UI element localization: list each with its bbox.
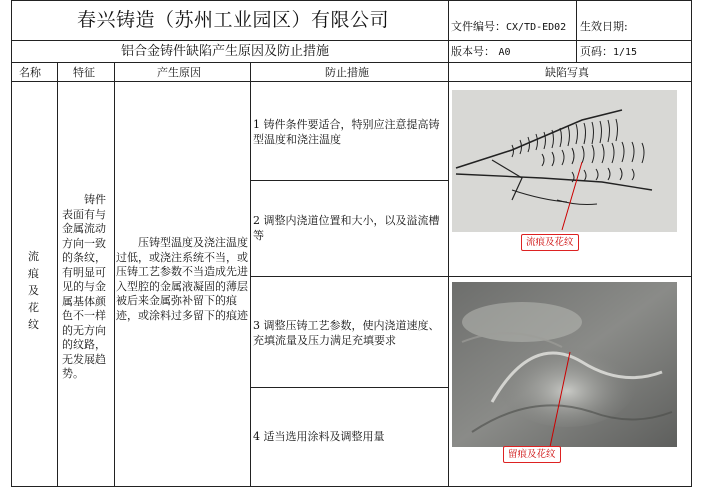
doc-number — [451, 19, 566, 35]
doc-number-value: CX/TD-ED02 — [506, 22, 567, 33]
defect-cause: 压铸型温度及浇注温度过低，或浇注系统不当，或压铸工艺参数不当造成先进入型腔的金属液凝固的薄层被后来金属弥补留下的痕迹，或涂料过多留下的痕迹 — [116, 236, 248, 322]
column-header-feature: 特征 — [73, 66, 95, 79]
defect-photo-casting — [452, 282, 677, 447]
page-label: 页码： — [580, 45, 613, 58]
grid-line — [448, 82, 449, 487]
column-header-photo: 缺陷写真 — [545, 66, 589, 79]
grid-line — [114, 62, 115, 487]
grid-line — [11, 0, 692, 1]
defect-photo-sketch — [452, 90, 677, 232]
version — [451, 44, 511, 60]
photo-caption-2: 留痕及花纹 — [503, 446, 561, 463]
measure-1: 1 铸件条件要适合，特别应注意提高铸型温度和浇注温度 — [253, 118, 440, 146]
grid-line — [250, 387, 448, 388]
measure-4: 4 适当选用涂料及调整用量 — [253, 430, 385, 443]
grid-line — [11, 0, 12, 487]
grid-line — [250, 180, 448, 181]
defect-feature: 铸件表面有与金属流动方向一致的条纹，有明显可见的与金属基体颜色不一样的无方向的纹路，无发展趋势。 — [62, 193, 106, 380]
measure-3: 3 调整压铸工艺参数，使内浇道速度、充填流量及压力满足充填要求 — [253, 319, 440, 347]
effective-date-label: 生效日期: — [580, 20, 628, 33]
grid-line — [57, 62, 58, 487]
page-number — [580, 44, 637, 60]
grid-line — [576, 0, 577, 62]
grid-line — [11, 40, 692, 41]
grid-line — [448, 0, 449, 82]
column-header-name: 名称 — [19, 66, 41, 79]
company-title: 春兴铸造（苏州工业园区）有限公司 — [77, 9, 390, 31]
casting-surface-photo — [452, 282, 677, 447]
doc-number-label: 文件编号： — [451, 20, 506, 33]
grid-line — [691, 0, 692, 487]
version-value: A0 — [498, 47, 511, 58]
column-header-measures: 防止措施 — [325, 66, 369, 79]
flow-mark-sketch — [452, 90, 677, 232]
grid-line — [250, 276, 692, 277]
page-value: 1/15 — [613, 47, 638, 58]
document-sheet — [11, 0, 692, 487]
version-label: 版本号： — [451, 45, 495, 58]
column-header-cause: 产生原因 — [157, 66, 201, 79]
photo-caption-1: 流痕及花纹 — [521, 234, 579, 251]
measure-2: 2 调整内浇道位置和大小，以及溢流槽等 — [253, 214, 440, 242]
defect-name: 流痕及花纹 — [28, 250, 39, 331]
document-subtitle: 铝合金铸件缺陷产生原因及防止措施 — [121, 44, 330, 59]
grid-line — [250, 62, 251, 487]
